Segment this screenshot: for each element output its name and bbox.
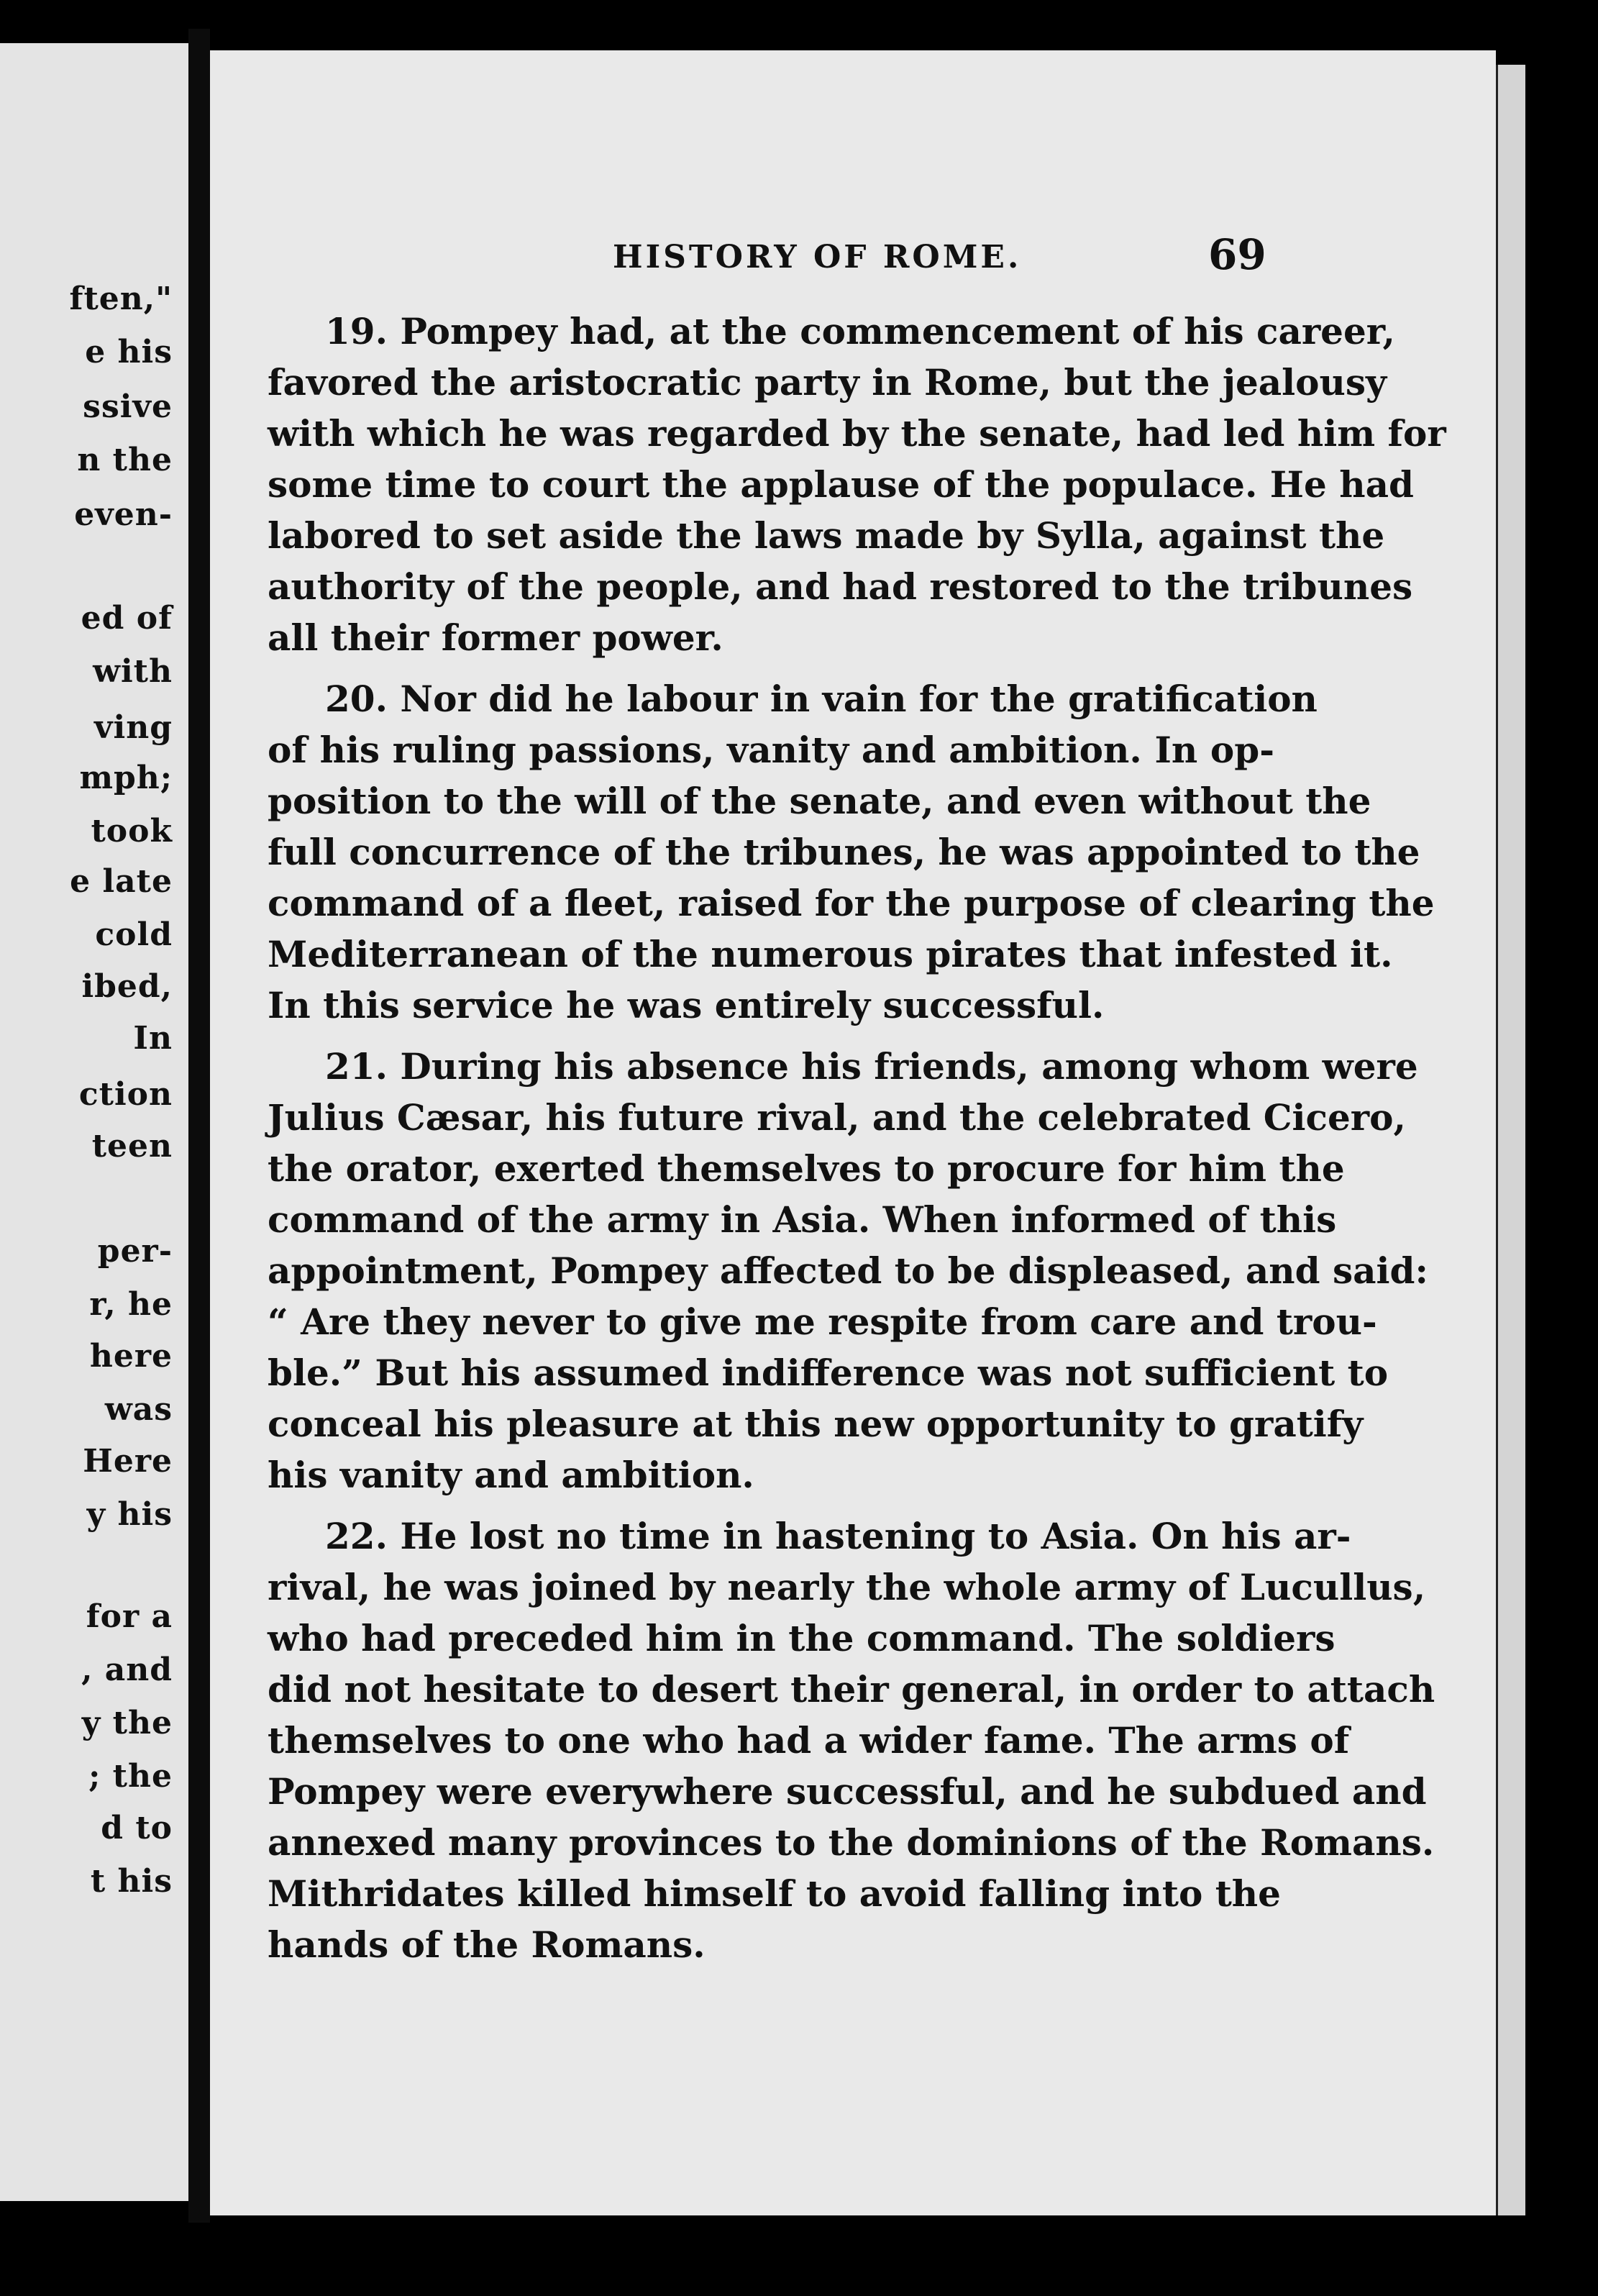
- text-line: appointment, Pompey affected to be displeased, and said:: [268, 1249, 1428, 1292]
- left-page-fragment: y his: [86, 1496, 173, 1533]
- left-page-fragment: n the: [77, 442, 173, 478]
- text-line: 19. Pompey had, at the commencement of his career,: [325, 310, 1395, 352]
- text-line: 22. He lost no time in hastening to Asia. On his ar-: [325, 1515, 1351, 1557]
- left-page-fragment: d to: [101, 1810, 173, 1846]
- text-line: Mithridates killed himself to avoid falling into the: [268, 1872, 1281, 1915]
- left-page-fragment: for a: [86, 1598, 173, 1635]
- text-line: all their former power.: [268, 616, 723, 659]
- text-line: favored the aristocratic party in Rome, but the jealousy: [268, 361, 1387, 404]
- page-edge: [1496, 65, 1525, 2215]
- left-page-fragment: e his: [85, 334, 173, 370]
- left-page-fragment: ibed,: [81, 968, 173, 1005]
- text-line: full concurrence of the tribunes, he was appointed to the: [268, 831, 1420, 873]
- body-text: [268, 306, 1446, 1970]
- text-line: command of a fleet, raised for the purpose of clearing the: [268, 882, 1435, 924]
- paragraph-gap: [268, 663, 1274, 673]
- text-line: the orator, exerted themselves to procure for him the: [268, 1147, 1345, 1190]
- text-line: “ Are they never to give me respite from care and trou-: [268, 1300, 1377, 1343]
- left-page-fragment: ving: [93, 709, 173, 746]
- text-line: In this service he was entirely successful.: [268, 984, 1105, 1026]
- paragraph: [268, 306, 1446, 663]
- left-page-fragment: ed of: [81, 600, 173, 637]
- text-line: with which he was regarded by the senate, had led him for: [268, 412, 1446, 455]
- paragraph-gap: [268, 1031, 1274, 1041]
- left-page-fragment: ction: [78, 1076, 173, 1113]
- left-page-fragment: e late: [70, 863, 173, 900]
- text-line: themselves to one who had a wider fame. The arms of: [268, 1719, 1350, 1762]
- left-page-fragment: even-: [74, 496, 173, 533]
- left-page-fragment: ften,": [69, 281, 173, 317]
- text-line: Mediterranean of the numerous pirates that infested it.: [268, 933, 1393, 975]
- text-line: his vanity and ambition.: [268, 1454, 754, 1496]
- text-line: position to the will of the senate, and even without the: [268, 780, 1371, 822]
- text-line: Pompey were everywhere successful, and he subdued and: [268, 1770, 1427, 1813]
- text-line: labored to set aside the laws made by Sylla, against the: [268, 514, 1385, 557]
- text-line: 20. Nor did he labour in vain for the gratification: [325, 678, 1318, 720]
- left-facing-page: [0, 43, 188, 2201]
- text-line: ble.” But his assumed indifference was not sufficient to: [268, 1352, 1389, 1394]
- text-line: did not hesitate to desert their general, in order to attach: [268, 1668, 1435, 1710]
- paragraph: [268, 1041, 1428, 1500]
- left-page-fragment: y the: [81, 1705, 173, 1741]
- page-number: 69: [1208, 230, 1266, 279]
- text-line: conceal his pleasure at this new opportunity to gratify: [268, 1403, 1364, 1445]
- book-gutter: [188, 29, 210, 2223]
- running-head: HISTORY OF ROME.: [613, 239, 1022, 275]
- left-page-fragment: In: [133, 1020, 173, 1057]
- text-line: of his ruling passions, vanity and ambition. In op-: [268, 729, 1274, 771]
- left-page-fragment: per-: [97, 1233, 173, 1270]
- paragraph-gap: [268, 1500, 1274, 1511]
- text-line: 21. During his absence his friends, among whom were: [325, 1045, 1418, 1088]
- text-line: command of the army in Asia. When informed of this: [268, 1198, 1337, 1241]
- left-page-fragment: t his: [90, 1863, 173, 1900]
- text-line: some time to court the applause of the populace. He had: [268, 463, 1414, 506]
- left-page-fragment: here: [89, 1338, 173, 1375]
- left-page-fragment: was: [104, 1391, 173, 1428]
- left-page-fragment: cold: [95, 916, 173, 953]
- text-line: who had preceded him in the command. The soldiers: [268, 1617, 1336, 1659]
- text-line: authority of the people, and had restored to the tribunes: [268, 565, 1413, 608]
- left-page-fragment: Here: [83, 1443, 173, 1480]
- left-page-fragment: took: [91, 813, 173, 849]
- text-line: Julius Cæsar, his future rival, and the celebrated Cicero,: [268, 1096, 1406, 1139]
- left-page-fragment: teen: [91, 1128, 173, 1165]
- paragraph: [268, 1511, 1435, 1970]
- left-page-fragment: r, he: [89, 1286, 173, 1323]
- paragraph: [268, 673, 1435, 1031]
- text-line: rival, he was joined by nearly the whole army of Lucullus,: [268, 1566, 1426, 1608]
- main-page: [210, 50, 1496, 2215]
- left-page-fragment: with: [93, 653, 173, 690]
- left-page-fragment: , and: [81, 1652, 173, 1688]
- left-page-fragment: ssive: [83, 388, 173, 425]
- text-line: annexed many provinces to the dominions of the Romans.: [268, 1821, 1435, 1864]
- text-line: hands of the Romans.: [268, 1923, 706, 1966]
- left-page-fragment: ; the: [88, 1758, 173, 1795]
- left-page-fragment: mph;: [79, 760, 173, 796]
